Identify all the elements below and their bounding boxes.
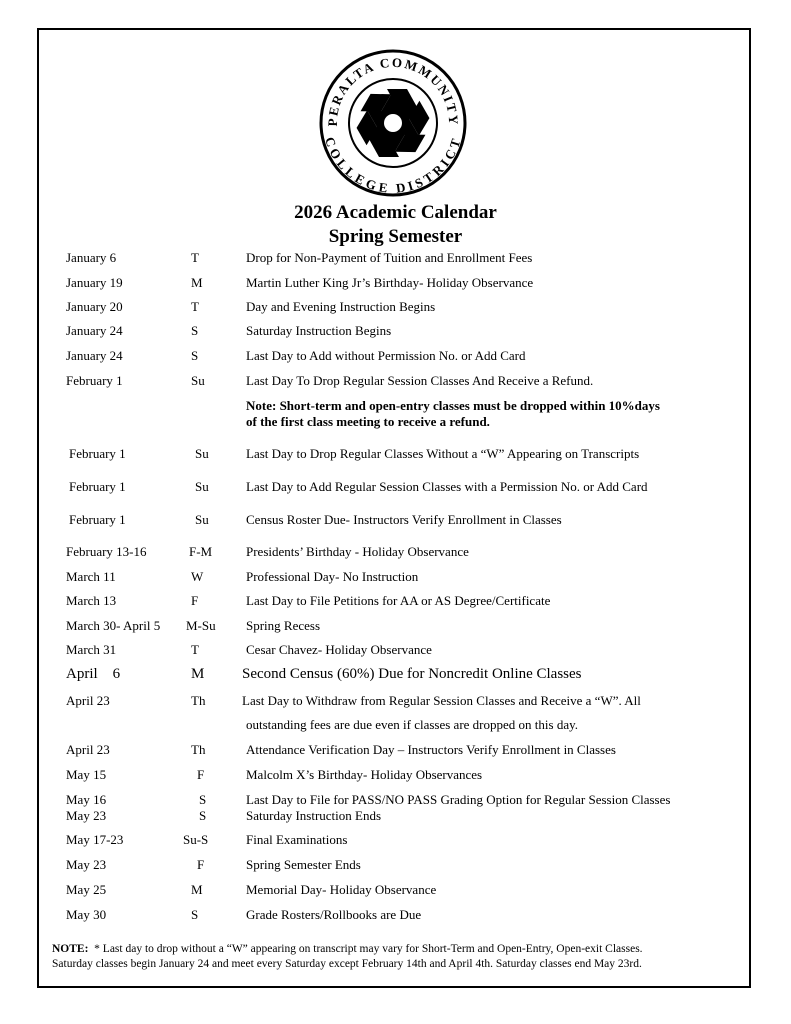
event-date: May 23 — [66, 808, 107, 823]
event-date: February 13-16 — [66, 544, 147, 559]
event-description: Presidents’ Birthday - Holiday Observance — [246, 544, 469, 559]
event-date: March 31 — [66, 642, 117, 657]
event-description: Saturday Instruction Begins — [246, 323, 392, 338]
seal-bottom-text: COLLEGE DISTRICT — [322, 135, 464, 196]
event-description-continued: outstanding fees are due even if classes are dropped on this day. — [246, 717, 578, 732]
event-date: January 19 — [66, 275, 123, 290]
event-description: Malcolm X’s Birthday- Holiday Observances — [246, 767, 483, 782]
event-date: January 24 — [66, 348, 123, 363]
event-date: January 6 — [66, 250, 117, 265]
event-day: W — [191, 569, 204, 584]
event-day: F-M — [189, 544, 213, 559]
event-description: Attendance Verification Day – Instructors Verify Enrollment in Classes — [246, 742, 616, 757]
event-day: S — [199, 808, 207, 823]
event-day: F — [191, 593, 199, 608]
event-date: May 25 — [66, 882, 107, 897]
event-description: Saturday Instruction Ends — [246, 808, 382, 823]
event-date: May 17-23 — [66, 832, 124, 847]
footer-note — [52, 942, 742, 972]
event-date: February 1 — [69, 446, 126, 461]
event-day: S — [191, 907, 199, 922]
event-description: Last Day to Add Regular Session Classes with a Permission No. or Add Card — [246, 479, 648, 494]
event-description: Last Day To Drop Regular Session Classes And Receive a Refund. — [246, 373, 594, 388]
event-description: Census Roster Due- Instructors Verify Enrollment in Classes — [246, 512, 562, 527]
event-description: Drop for Non-Payment of Tuition and Enrollment Fees — [246, 250, 533, 265]
event-day: S — [199, 792, 207, 807]
refund-note — [246, 398, 726, 430]
event-day: Th — [191, 742, 206, 757]
event-day: M — [191, 882, 203, 897]
event-date: February 1 — [69, 512, 126, 527]
event-day: M-Su — [186, 618, 216, 633]
event-day: Su — [195, 446, 209, 461]
event-description: Last Day to Drop Regular Classes Without a “W” Appearing on Transcripts — [246, 446, 640, 461]
event-description: Grade Rosters/Rollbooks are Due — [246, 907, 422, 922]
event-date: May 15 — [66, 767, 107, 782]
event-description: Professional Day- No Instruction — [246, 569, 419, 584]
event-day: Su — [195, 479, 209, 494]
event-description: Day and Evening Instruction Begins — [246, 299, 436, 314]
event-description: Last Day to File for PASS/NO PASS Grading Option for Regular Session Classes — [246, 792, 671, 807]
footer-note-line: Saturday classes begin January 24 and meet every Saturday except February 14th and April 4th. Saturday classes end May 23rd. — [52, 958, 642, 970]
event-day: Su — [191, 373, 205, 388]
event-date: May 16 — [66, 792, 107, 807]
hexagon-emblem-icon — [352, 85, 435, 161]
footer-note-line: * Last day to drop without a “W” appearing on transcript may vary for Short-Term and Open-Entry, Open-exit Classes. — [88, 943, 643, 955]
event-day: S — [191, 348, 199, 363]
event-day: F — [197, 857, 205, 872]
event-day: T — [191, 299, 199, 314]
page-subtitle: Spring Semester — [328, 226, 463, 247]
event-date: April 23 — [66, 693, 110, 708]
event-day: S — [191, 323, 199, 338]
event-description: Memorial Day- Holiday Observance — [246, 882, 437, 897]
event-date: March 13 — [66, 593, 117, 608]
event-date: May 30 — [66, 907, 107, 922]
event-description: Second Census (60%) Due for Noncredit Online Classes — [242, 666, 582, 682]
event-date: April 6 — [66, 666, 121, 682]
event-description: Last Day to Withdraw from Regular Session Classes and Receive a “W”. All — [242, 693, 641, 708]
page-title: 2026 Academic Calendar — [294, 202, 497, 223]
event-description: Last Day to Add without Permission No. or Add Card — [246, 348, 526, 363]
event-description: Martin Luther King Jr’s Birthday- Holiday Observance — [246, 275, 534, 290]
event-day: M — [191, 666, 205, 682]
event-day: M — [191, 275, 203, 290]
event-date: January 24 — [66, 323, 123, 338]
event-day: T — [191, 642, 199, 657]
peralta-seal-logo — [318, 48, 468, 198]
event-description: Spring Recess — [246, 618, 321, 633]
refund-note-line: Note: Short-term and open-entry classes must be dropped within 10%days — [246, 398, 660, 413]
event-day: Su-S — [183, 832, 209, 847]
event-date: January 20 — [66, 299, 123, 314]
event-day: F — [197, 767, 205, 782]
event-day: Th — [191, 693, 206, 708]
refund-note-line: of the first class meeting to receive a refund. — [246, 414, 490, 429]
event-day: T — [191, 250, 199, 265]
event-description: Cesar Chavez- Holiday Observance — [246, 642, 432, 657]
event-date: February 1 — [69, 479, 126, 494]
event-date: May 23 — [66, 857, 107, 872]
footer-note-label: NOTE: — [52, 943, 89, 955]
event-description: Last Day to File Petitions for AA or AS Degree/Certificate — [246, 593, 551, 608]
event-description: Spring Semester Ends — [246, 857, 361, 872]
seal-top-text: PERALTA COMMUNITY — [324, 54, 462, 127]
event-description: Final Examinations — [246, 832, 348, 847]
event-date: February 1 — [66, 373, 123, 388]
event-date: March 30- April 5 — [66, 618, 161, 633]
event-day: Su — [195, 512, 209, 527]
event-date: March 11 — [66, 569, 116, 584]
event-date: April 23 — [66, 742, 110, 757]
